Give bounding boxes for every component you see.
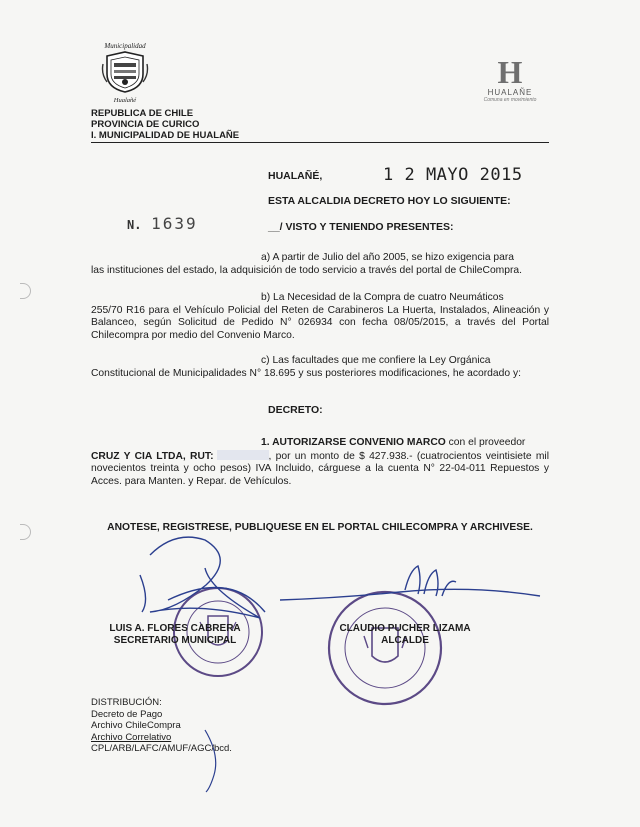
mayor-signature-block bbox=[330, 623, 480, 647]
mayor-signature bbox=[280, 566, 540, 600]
item-1-heading-tail: con el proveedor bbox=[445, 437, 526, 448]
visto-heading: __/ VISTO Y TENIENDO PRESENTES: bbox=[268, 221, 454, 233]
paragraph-a-first-line: a) A partir de Julio del año 2005, se hizo exigencia para bbox=[261, 252, 515, 263]
decree-number: 1639 bbox=[151, 214, 198, 233]
item-1-heading: 1. AUTORIZARSE CONVENIO MARCO bbox=[261, 437, 446, 448]
paragraph-b-body: 255/70 R16 para el Vehículo Policial del Reten de Carabineros La Huerta, Instalados, Alineación y Balanceo, según Solicitud de Pedido N° 026934 con fecha 08/05/2015, a través del Portal Chilecompra por medio del Convenio Marco. bbox=[91, 304, 549, 341]
secretary-signature bbox=[140, 537, 265, 618]
decreto-title: DECRETO: bbox=[268, 404, 323, 416]
logo-tagline: Comuna en movimiento bbox=[483, 97, 537, 103]
logo-name: HUALAÑE bbox=[487, 88, 533, 97]
distribution-item: Decreto de Pago bbox=[91, 708, 163, 720]
secretary-signature-block bbox=[90, 623, 260, 647]
paragraph-b-first-line: b) La Necesidad de la Compra de cuatro Neumáticos bbox=[261, 292, 504, 303]
paragraph-c-body: Constitucional de Municipalidades N° 18.695 y sus posteriores modificaciones, he acordado y: bbox=[91, 367, 521, 379]
secretary-title: SECRETARIO MUNICIPAL bbox=[113, 635, 237, 646]
mayor-stamp bbox=[329, 592, 441, 704]
seal-caption-top: Municipalidad bbox=[104, 42, 146, 50]
header-line-province: PROVINCIA DE CURICO bbox=[91, 119, 200, 130]
header-line-municipality: I. MUNICIPALIDAD DE HUALAÑE bbox=[91, 130, 240, 141]
distribution-initials: CPL/ARB/LAFC/AMUF/AGC/bcd. bbox=[91, 743, 232, 755]
seal-caption-bottom: Hualañé bbox=[113, 97, 137, 104]
distribution-list bbox=[91, 697, 232, 755]
header-line-country: REPUBLICA DE CHILE bbox=[91, 108, 194, 119]
paragraph-c-first-line: c) Las facultades que me confiere la Ley Orgánica bbox=[261, 355, 491, 366]
closing-statement: ANOTESE, REGISTRESE, PUBLIQUESE EN EL PORTAL CHILECOMPRA Y ARCHIVESE. bbox=[107, 522, 533, 533]
logo-letter: H bbox=[497, 54, 523, 90]
paragraph-a-body: las instituciones del estado, la adquisición de todo servicio a través del portal de ChileCompra. bbox=[91, 264, 522, 276]
distribution-item: Archivo ChileCompra bbox=[91, 720, 181, 732]
distribution-title: DISTRIBUCIÓN: bbox=[91, 697, 162, 708]
decree-place: HUALAÑÉ, bbox=[268, 170, 323, 182]
mayor-name: CLAUDIO PUCHER LIZAMA bbox=[339, 623, 471, 634]
mayor-title: ALCALDE bbox=[381, 635, 429, 646]
secretary-name: LUIS A. FLORES CABRERA bbox=[109, 623, 241, 634]
decree-heading: ESTA ALCALDIA DECRETO HOY LO SIGUIENTE: bbox=[268, 195, 511, 207]
date-stamp: 1 2 MAYO 2015 bbox=[383, 165, 523, 185]
item-1-body: , por un monto de $ 427.938.- (cuatrocientos veintisiete mil novecientos treinta y ocho pesos) IVA Incluido, cárguese a la cuenta N° 22-04-011 Repuestos y Acces. para Manten. y Repar. de Vehículos. bbox=[91, 450, 549, 487]
decree-number-prefix: N. bbox=[127, 218, 142, 232]
item-1-vendor: CRUZ Y CIA LTDA, RUT: bbox=[91, 450, 214, 462]
distribution-item: Archivo Correlativo bbox=[91, 731, 172, 743]
